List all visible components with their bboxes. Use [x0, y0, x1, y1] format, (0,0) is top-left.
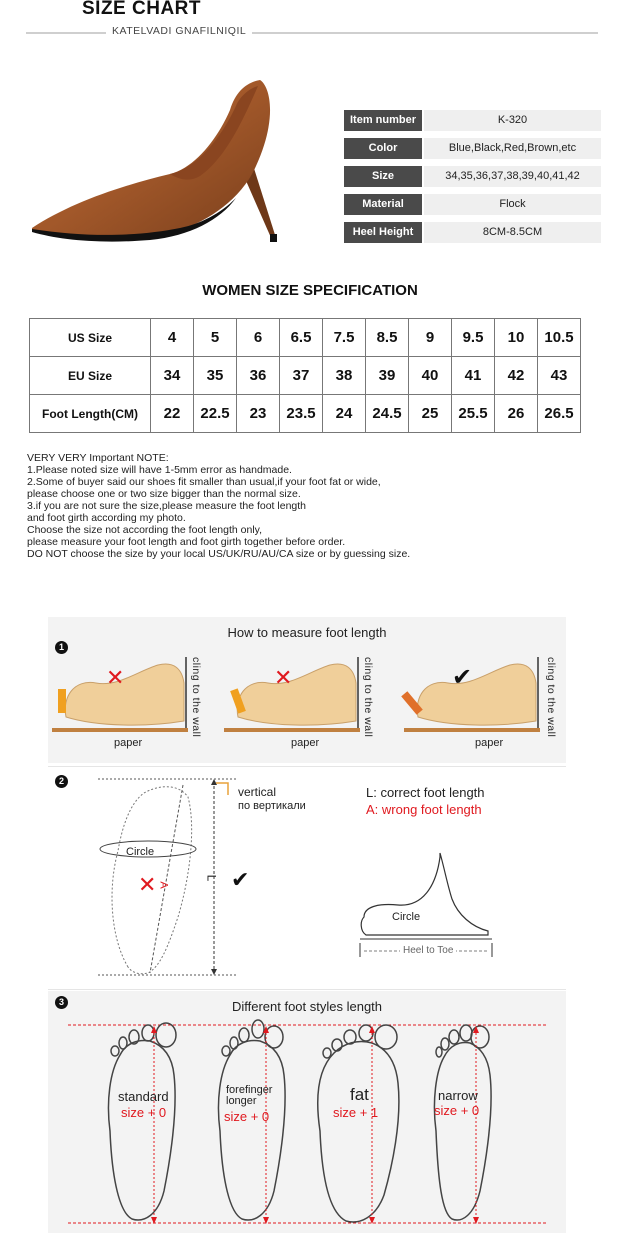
table-cell: 26.5 [538, 395, 581, 433]
legend-correct-length: L: correct foot length [366, 785, 485, 800]
table-row [30, 395, 581, 433]
table-cell: 34 [151, 357, 194, 395]
spec-value: K-320 [424, 110, 601, 131]
note-line: and foot girth according my photo. [27, 512, 186, 524]
letter-a-label: A [157, 881, 170, 889]
spec-label: Size [344, 166, 422, 187]
foot-style-name: standard [118, 1089, 169, 1104]
spec-row [344, 222, 601, 243]
spec-row [344, 110, 601, 131]
foot-style-name: narrow [438, 1088, 478, 1103]
spec-label: Item number [344, 110, 422, 131]
wrong-mark: ✕ [138, 873, 157, 898]
spec-row [344, 166, 601, 187]
spec-label: Heel Height [344, 222, 422, 243]
spec-value: 34,35,36,37,38,39,40,41,42 [424, 166, 601, 187]
foot-style-size: size + 1 [333, 1105, 379, 1120]
table-cell: 10 [495, 319, 538, 357]
table-cell: 9 [409, 319, 452, 357]
table-row [30, 357, 581, 395]
brand-name: KATELVADI GNAFILNIQIL [106, 25, 252, 37]
paper-label: paper [114, 737, 143, 749]
table-cell: 5 [194, 319, 237, 357]
heel-to-toe-label: Heel to Toe [400, 945, 456, 956]
spec-value: Blue,Black,Red,Brown,etc [424, 138, 601, 159]
table-cell: 40 [409, 357, 452, 395]
note-line: 2.Some of buyer said our shoes fit smaller than usual,if your foot fat or wide, [27, 476, 381, 488]
step-number: 1 [55, 641, 68, 654]
panel-title: How to measure foot length [227, 625, 387, 640]
measure-panel-1 [48, 617, 566, 763]
wall-label: cling to the wall [362, 657, 374, 738]
table-cell: 37 [280, 357, 323, 395]
table-cell: 6 [237, 319, 280, 357]
table-cell: 24 [323, 395, 366, 433]
vertical-label-en: vertical [238, 785, 277, 799]
table-cell: 22.5 [194, 395, 237, 433]
measure-panel-3 [48, 991, 566, 1233]
note-line: DO NOT choose the size by your local US/UK/RU/AU/CA size or by guessing size. [27, 548, 411, 560]
foot-style-name: forefinger longer [226, 1084, 273, 1107]
circle-label: Circle [392, 911, 421, 923]
foot-style-size: size + 0 [224, 1109, 270, 1124]
foot-outline-illustration [48, 767, 566, 989]
table-cell: 7.5 [323, 319, 366, 357]
legend-wrong-length: A: wrong foot length [366, 802, 482, 817]
vertical-label-ru: по вертикали [238, 800, 306, 812]
step-number: 2 [55, 775, 68, 788]
foot-style-size: size + 0 [434, 1103, 480, 1118]
table-cell: 25.5 [452, 395, 495, 433]
wall-label: cling to the wall [545, 657, 557, 738]
note-line: 3.if you are not sure the size,please measure the foot length [27, 500, 307, 512]
table-cell: 43 [538, 357, 581, 395]
spec-label: Color [344, 138, 422, 159]
important-note [27, 452, 410, 560]
foot-style-name: fat [350, 1085, 369, 1104]
spec-row [344, 194, 601, 215]
note-line: Choose the size not according the foot length only, [27, 524, 263, 536]
wrong-mark: ✕ [274, 666, 293, 691]
table-cell: 41 [452, 357, 495, 395]
table-cell: 35 [194, 357, 237, 395]
note-line: please choose one or two size bigger than the normal size. [27, 488, 301, 500]
spec-row [344, 138, 601, 159]
wrong-mark: ✕ [106, 666, 125, 691]
table-cell: 23.5 [280, 395, 323, 433]
table-cell: 10.5 [538, 319, 581, 357]
table-cell: 42 [495, 357, 538, 395]
table-row [30, 319, 581, 357]
circle-label: Circle [126, 846, 155, 858]
foot-style-size: size + 0 [121, 1105, 167, 1120]
panel-title: Different foot styles length [231, 999, 383, 1014]
size-table-heading: WOMEN SIZE SPECIFICATION [202, 282, 418, 299]
correct-mark: ✔ [452, 663, 473, 691]
measure-panel-2 [48, 766, 566, 990]
correct-mark: ✔ [231, 868, 250, 893]
table-cell: 22 [151, 395, 194, 433]
table-cell: 39 [366, 357, 409, 395]
product-image [30, 78, 330, 248]
paper-label: paper [475, 737, 504, 749]
table-cell: 9.5 [452, 319, 495, 357]
row-label: Foot Length(CM) [30, 395, 151, 433]
row-label: US Size [30, 319, 151, 357]
spec-label: Material [344, 194, 422, 215]
table-cell: 23 [237, 395, 280, 433]
row-label: EU Size [30, 357, 151, 395]
page-title: SIZE CHART [82, 0, 201, 19]
table-cell: 26 [495, 395, 538, 433]
paper-label: paper [291, 737, 320, 749]
spec-value: Flock [424, 194, 601, 215]
table-cell: 6.5 [280, 319, 323, 357]
table-cell: 4 [151, 319, 194, 357]
table-cell: 24.5 [366, 395, 409, 433]
table-cell: 8.5 [366, 319, 409, 357]
table-cell: 38 [323, 357, 366, 395]
table-cell: 36 [237, 357, 280, 395]
wall-label: cling to the wall [190, 657, 202, 738]
step-number: 3 [55, 996, 68, 1009]
spec-value: 8CM-8.5CM [424, 222, 601, 243]
size-table [29, 318, 581, 433]
note-line: 1.Please noted size will have 1-5mm error as handmade. [27, 464, 292, 476]
table-cell: 25 [409, 395, 452, 433]
note-line: please measure your foot length and foot girth together before order. [27, 536, 346, 548]
letter-l-label: L [204, 874, 219, 882]
note-line: VERY VERY Important NOTE: [27, 452, 169, 464]
